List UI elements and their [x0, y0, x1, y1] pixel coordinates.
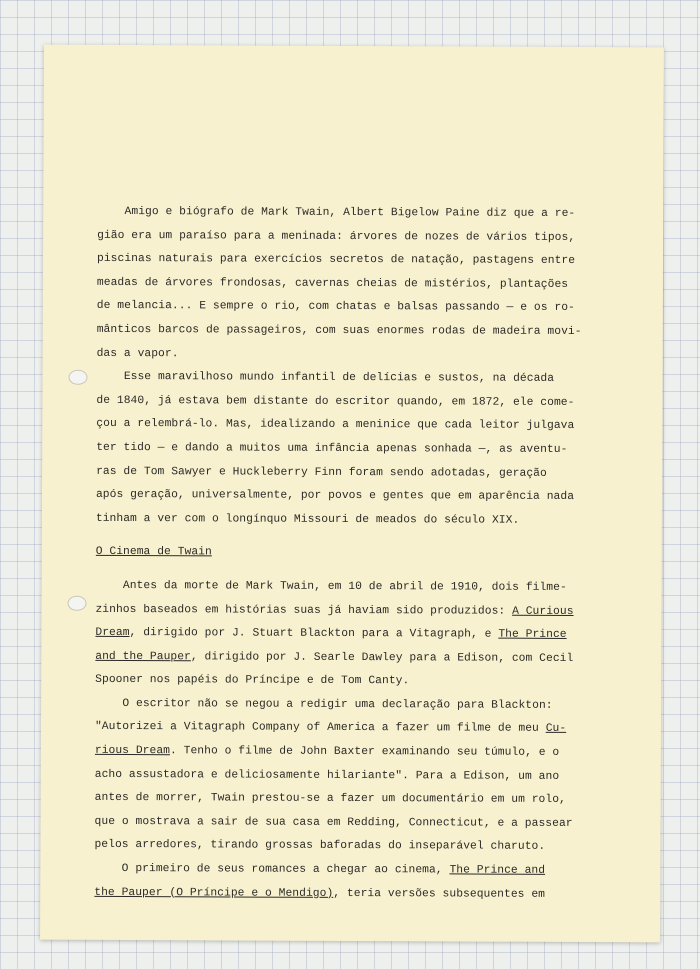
text-line: acho assustadora e deliciosamente hilariante". Para a Edison, um ano	[94, 768, 560, 783]
text-line: de melancia... E sempre o rio, com chatas e balsas passando — e os ro-	[96, 300, 575, 315]
film-title: The Prince	[498, 628, 567, 642]
text-line: ras de Tom Sawyer e Huckleberry Finn foram sendo adotadas, geração	[96, 465, 547, 480]
text-line: ter tido — e dando a muitos uma infância apenas sonhada —, as aventu-	[96, 441, 568, 456]
text-span: zinhos baseados em histórias suas já haviam sido produzidos:	[95, 603, 513, 618]
typewritten-page	[40, 45, 664, 943]
text-line	[95, 598, 625, 624]
text-line: tinham a ver com o longínquo Missouri de meados do século XIX.	[95, 512, 520, 527]
text-line	[94, 882, 624, 908]
text-line: piscinas naturais para exercícios secretos de natação, pastagens entre	[96, 253, 576, 268]
section-heading	[96, 541, 626, 567]
text-line: pelos arredores, tirando grossas baforadas do inseparável charuto.	[94, 839, 546, 854]
text-span: O primeiro de seus romances a chegar ao cinema,	[94, 862, 450, 877]
text-line: O escritor não se negou a redigir uma declaração para Blackton:	[95, 697, 553, 712]
text-line: que o mostrava a sair de sua casa em Redding, Connecticut, e a passear	[94, 815, 573, 830]
page-text	[94, 201, 627, 908]
text-line: gião era um paraíso para a meninada: árvores de nozes de vários tipos,	[97, 229, 576, 244]
text-line: Antes da morte de Mark Twain, em 10 de abril de 1910, dois filme-	[95, 579, 567, 594]
section-heading-text: O Cinema de Twain	[95, 546, 212, 559]
film-title: the Pauper (O Príncipe e o Mendigo)	[94, 886, 334, 900]
film-title: and the Pauper	[95, 650, 191, 663]
text-line: çou a relembrá-lo. Mas, idealizando a meninice que cada leitor julgava	[96, 418, 575, 433]
film-title: Dream	[95, 626, 130, 640]
text-line	[95, 740, 625, 766]
film-title: rious Dream	[94, 744, 171, 758]
paragraph-5	[94, 858, 624, 907]
text-line: Spooner nos papéis do Príncipe e de Tom Canty.	[95, 674, 410, 688]
film-title: A Curious	[512, 605, 574, 618]
paragraph-1	[97, 201, 628, 368]
paragraph-4	[94, 693, 625, 860]
film-title: Cu-	[545, 723, 567, 736]
text-line: Amigo e biógrafo de Mark Twain, Albert Bigelow Paine diz que a re-	[97, 205, 576, 220]
text-line	[95, 716, 625, 742]
text-line	[95, 646, 625, 672]
text-line: das a vapor.	[96, 347, 179, 360]
text-line	[95, 622, 625, 648]
punch-hole	[67, 596, 86, 611]
paragraph-3	[95, 575, 626, 695]
text-line: mânticos barcos de passageiros, com suas enormes rodas de madeira movi-	[96, 323, 582, 338]
text-span: , dirigido por J. Stuart Blackton para a Vitagraph, e	[129, 627, 499, 641]
text-line: meadas de árvores frondosas, cavernas cheias de mistérios, plantações	[96, 276, 569, 291]
text-line	[94, 858, 624, 884]
text-line: de 1840, já estava bem distante do escritor quando, em 1872, ele come-	[96, 394, 575, 409]
text-span: "Autorizei a Vitagraph Company of America a fazer um filme de meu	[94, 721, 546, 736]
punch-hole	[68, 370, 87, 385]
text-line: antes de morrer, Twain prestou-se a fazer um documentário em um rolo,	[94, 792, 566, 807]
film-title: The Prince and	[449, 864, 546, 877]
text-line: após geração, universalmente, por povos e gentes que em aparência nada	[95, 489, 575, 504]
text-span: . Tenho o filme de John Baxter examinando seu túmulo, e o	[169, 745, 560, 759]
text-span: , dirigido por J. Searle Dawley para a Edison, com Cecil	[190, 650, 574, 665]
text-line: Esse maravilhoso mundo infantil de delícias e sustos, na década	[96, 371, 555, 386]
text-span: , teria versões subsequentes em	[333, 887, 546, 901]
paragraph-2	[96, 366, 627, 533]
